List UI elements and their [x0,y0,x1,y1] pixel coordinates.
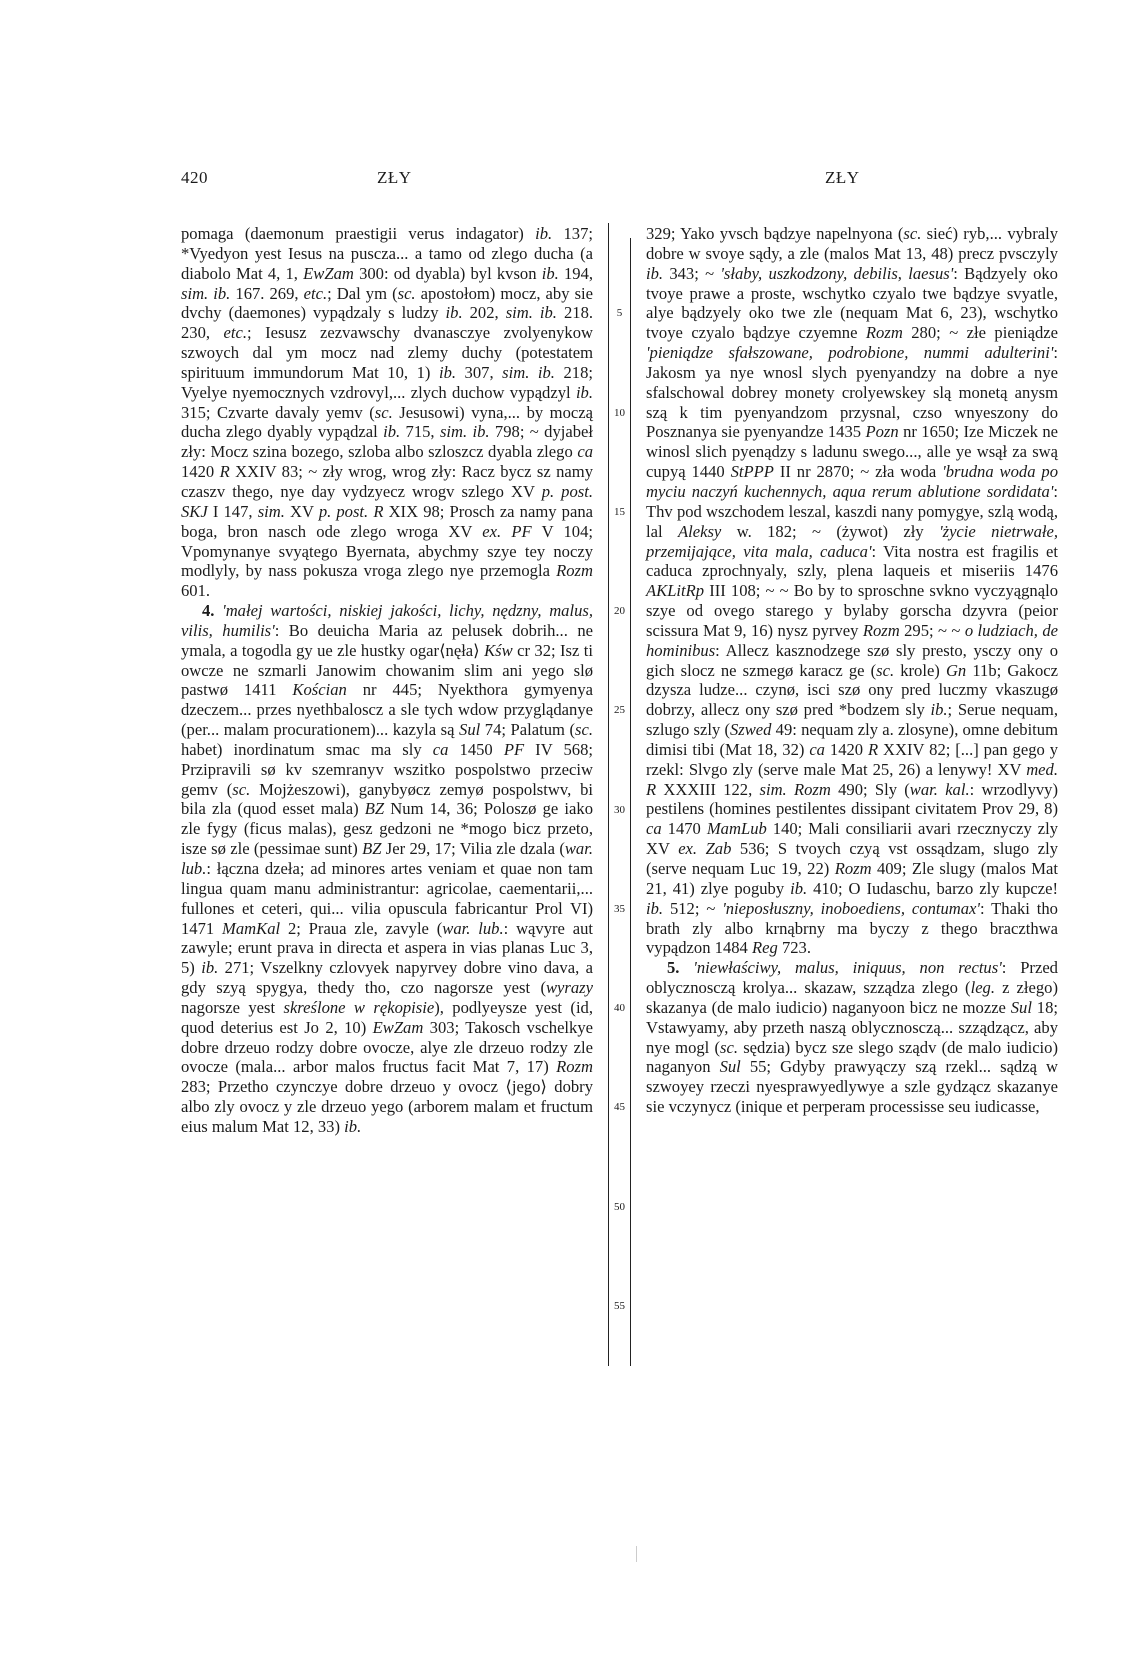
entry-paragraph: 4. 'małej wartości, niskiej jakości, lichy, nędzny, malus, vilis, humilis': Bo deuicha Maria az pelusek dobrih... ne ymala, a togodla gy ue zle hustky ogar⟨nęła⟩ Kśw cr 32; Isz ti owcze ne szmarli Janowim chowanim slim ani yego slø pastwø 1411 Kościan nr 445; Nyekthora gymyenya dzeczem... przes nyethbaloscz a sle tych wdow przyglądanye (per... malam procurationem)... kazyla są Sul 74; Palatum (sc. habet) inordinatum smac ma sly ca 1450 PF IV 568; Przipravili sø kv szemranyv wszitko pospolstwo przeciw gemv (sc. Mojżeszowi), ganybyøcz zemyø pospolstwv, bi bila zla (quod esset mala) BZ Num 14, 36; Poloszø ge iako zle fygy (ficus malas), gesz gedzoni ne *mogo bicz przeto, isze sø zle (pessimae sunt) BZ Jer 29, 17; Vilia zle dzala (war. lub.: łączna dzeła; ad minores artes veniam et quae non tam lingua quam manu administrantur: agricolae, caementarii,... fullones et ceteri, qui... vilia opuscula fabricantur Prol VI) 1471 MamKal 2; Praua zle, zavyle (war. lub.: wąvyre aut zawyle; erunt prava in directa et aspera in vias planas Luc 3, 5) ib. 271; Vszelkny czlovyek napyrvey dobre vino dava, a gdy szyą spygya, thedy tho, czo nagorsze yest (wyrazy nagorsze yest skreślone w rękopisie), podlyeysze yest (id, quod deterius est Jo 2, 10) EwZam 303; Takosch vschelkye dobre drzeuo rodzy dobre ovocze, alye zle drzeuo rodzy zle ovocze (mala... arbor malos fructus facit Mat 7, 17) Rozm 283; Przetho czynczye dobre drzeuo y ovocz ⟨jego⟩ dobry albo zly ovocz y zle drzeuo yego (arborem malam et fructum eius malum Mat 12, 33) ib. [181,601,594,1136]
line-number: 45 [614,1101,625,1114]
line-number: 40 [614,1002,625,1015]
entry-paragraph: 329; Yako yvsch bądzye napelnyona (sc. sieć) ryb,... vybraly dobre w svoye sądy, a zle (malos Mat 13, 48) precz pvsczyly ib. 343; ~ 'słaby, uszkodzony, debilis, laesus': Bądzyely oko tvoye prawe a proste, wschytko czyalo twe bądzye svyatle, alye bądzyely oko twe zle (nequam Mat 6, 23), wschytko tvoye czyalo bądzye czyemne Rozm 280; ~ złe pieniądze 'pieniądze sfałszowane, podrobione, nummi adulterini': Jakosm ya nye wnosl slych pyenyandzy na dobre a nye sfalschowal dobrey monety crolyewskey slą monetą anysm szą k tim pyenyandzom przysnal, czso wnyeszony do Posznanya sie pyenyandze 1435 Pozn nr 1650; Ize Miczek ne winosl slich pyenądzy s ladunu swego..., alle ye wsął za swą cupyą 1440 StPPP II nr 2870; ~ zła woda 'brudna woda po myciu naczyń kuchennych, aqua rerum ablutione sordidata': Thv pod wszchodem leszal, kaszdi nany pomygye, szlą wodą, lal Aleksy w. 182; ~ (żywot) zły 'życie nietrwałe, przemijające, vita mala, caduca': Vita nostra est fragilis et caduca zprochnyaly, szly, plena laqueis et miseriis 1476 AKLitRp III 108; ~ ~ Bo by to sproschne svkno vyczyągnąlo szye od ovego starego y bylaby gorscha dzyvra (peior scissura Mat 9, 16) nysz pyrvey Rozm 295; ~ ~ o ludziach, de hominibus: Allecz kasznodzege szø sly presto, ysczy ony o gich slocz ne szmegø karacz ge (sc. krole) Gn 11b; Gakocz dzysza ludze... czynø, isci szø ony pred luczmy vkaszugø dobrzy, allecz ony szø pred *bodzem sly ib.; Serue nequam, szlugo szly (Szwed 49: nequam zly a. zlosyne), omne debitum dimisi tibi (Mat 18, 32) ca 1420 R XXIV 82; [...] pan gego y rzekl: Slvgo zly (serve male Mat 25, 26) a lenywy! XV med. R XXXIII 122, sim. Rozm 490; Sly (war. kal.: wrzodlyvy) pestilens (homines pestilentes dissipant civitatem Prov 29, 8) ca 1470 MamLub 140; Mali consiliarii avari rzecznyczy zly XV ex. Zab 536; S tvoych czyą vst ossądzam, slugo zly (serve nequam Luc 19, 22) Rozm 409; Zle slugy (malos Mat 21, 41) zlye poguby ib. 410; O Iudaschu, barzo zly kupcze! ib. 512; ~ 'nieposłuszny, inoboediens, contumax': Thaki tho brath zly albo krnąbrny ma byczy z thego braczthwa vypądzon 1484 Reg 723. [646,224,1059,958]
right-column [646,224,1058,1117]
page-number: 420 [181,168,208,187]
entry-paragraph: 5. 'niewłaściwy, malus, iniquus, non rectus': Przed oblycznosczą krolya... skazaw, szządza zlego (leg. z złego) skazanya (de malo iudicio) naganyoon bicz ne mozze Sul 18; Vstawyamy, aby przeth naszą oblycznosczą... szządzącz, aby nye mogl (sc. sędzia) bycz sze slego sządv (de malo iudicio) naganyon Sul 55; Gdyby prawyączy szą rzekl... sądzą w szwoyey rzeczi nyesprawyedlywye a szle gydzącz skazanye sie vczynycz (inique et perperam processisse seu iudicasse, [646,958,1058,1117]
line-number: 30 [614,803,625,816]
line-number: 50 [614,1200,625,1213]
line-number-gutter [609,224,630,1367]
line-number: 55 [614,1299,625,1312]
column-rule-right [630,238,631,1366]
left-column [181,224,593,1137]
line-number: 10 [614,406,625,419]
line-number: 20 [614,605,625,618]
line-number: 15 [614,505,625,518]
running-head-left: ZŁY [377,168,412,187]
line-number: 25 [614,704,625,717]
line-number: 5 [616,307,623,320]
entry-paragraph: pomaga (daemonum praestigii verus indagator) ib. 137; *Vyedyon yest Iesus na puscza... a tamo od zlego ducha (a diabolo Mat 4, 1, EwZam 300: od dyabla) byl kvson ib. 194, sim. ib. 167. 269, etc.; Dal ym (sc. apostołom) mocz, aby sie dvchy (daemones) vypądzaly s ludzy ib. 202, sim. ib. 218. 230, etc.; Iesusz zezvawschy dvanasczye zvolyenykow szwoych dal ym mocz nad zlemy duchy (potestatem spirituum immundorum Mat 10, 1) ib. 307, sim. ib. 218; Vyelye nyemocznych vzdrovyl,... zlych duchow vypądzyl ib. 315; Czvarte davaly yemv (sc. Jesusowi) vyna,... by moczą ducha zlego dyably vypądzal ib. 715, sim. ib. 798; ~ dyjabeł zły: Mocz szina bozego, szloba albo szloszcz dyabla zlego ca 1420 R XXIV 83; ~ zły wrog, wrog zły: Racz bycz sz namy czaszv thego, nye day vydzyecz wrogv szlego XV p. post. SKJ I 147, sim. XV p. post. R XIX 98; Prosch za namy pana boga, bron nasch ode zlego wroga XV ex. PF V 104; Vpomynanye svyątego Byernata, abychmy szye tey noczy modlyly, by nass pokusza vroga zlego nye przemogla Rozm 601. [181,224,594,601]
running-head-right: ZŁY [825,168,860,187]
bottom-tick [636,1546,637,1562]
line-number: 35 [614,902,625,915]
